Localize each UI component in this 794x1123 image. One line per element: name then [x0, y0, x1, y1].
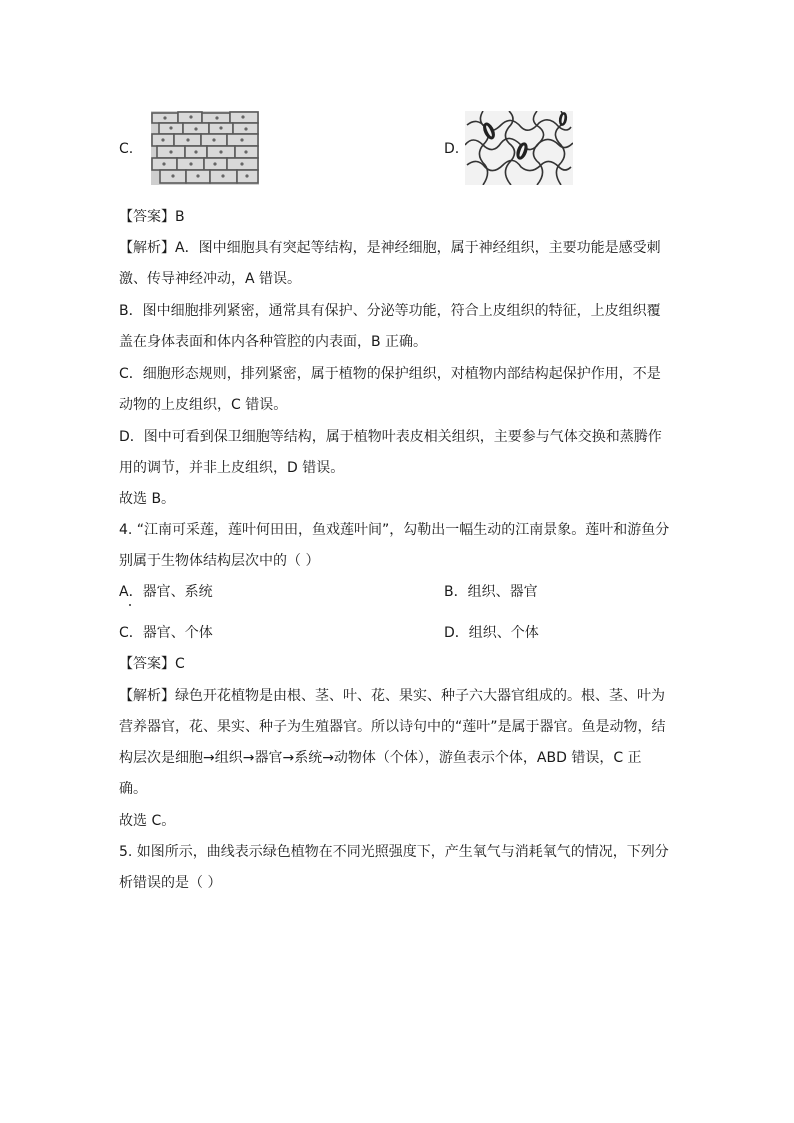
q3-analysis-line: 盖在身体表面和体内各种管腔的内表面，B 正确。 [119, 334, 428, 350]
q3-analysis-line: 用的调节，并非上皮组织，D 错误。 [119, 460, 345, 476]
q3-analysis-line: C．细胞形态规则，排列紧密，属于植物的保护组织，对植物内部结构起保护作用，不是 [119, 366, 661, 382]
q3-answer: 【答案】B [119, 209, 185, 225]
leaf-epidermis-stomata-image [465, 111, 573, 185]
q5-stem-line: 析错误的是（ ） [119, 875, 222, 891]
q3-conclusion: 故选 B。 [119, 491, 176, 507]
q4-analysis-line: 确。 [119, 781, 147, 797]
option-d-label: D. [444, 141, 460, 157]
q4-analysis-line: 营养器官，花、果实、种子为生殖器官。所以诗句中的“莲叶”是属于器官。鱼是动物，结 [119, 719, 666, 735]
q3-analysis-line: 动物的上皮组织，C 错误。 [119, 397, 288, 413]
q4-stem-line: 别属于生物体结构层次中的（ ） [119, 553, 320, 569]
q3-analysis-line: D．图中可看到保卫细胞等结构，属于植物叶表皮相关组织，主要参与气体交换和蒸腾作 [119, 429, 662, 445]
q4-answer: 【答案】C [119, 656, 185, 672]
q4-option-d: D．组织、个体 [444, 625, 539, 641]
option-c-label: C. [119, 141, 134, 157]
epidermis-cells-image [151, 111, 259, 185]
q4-option-b: B．组织、器官 [444, 584, 538, 600]
q3-analysis-line: 激、传导神经冲动，A 错误。 [119, 271, 302, 287]
q3-analysis-line: 【解析】A．图中细胞具有突起等结构，是神经细胞，属于神经组织，主要功能是感受刺 [119, 240, 661, 256]
mark-dot [129, 604, 131, 606]
q4-option-a: A．器官、系统 [119, 584, 213, 600]
q3-analysis-line: B．图中细胞排列紧密，通常具有保护、分泌等功能，符合上皮组织的特征，上皮组织覆 [119, 303, 661, 319]
q4-conclusion: 故选 C。 [119, 813, 176, 829]
q4-analysis-line: 【解析】绿色开花植物是由根、茎、叶、花、果实、种子六大器官组成的。根、茎、叶为 [119, 688, 665, 704]
q5-stem-line: 5. 如图所示，曲线表示绿色植物在不同光照强度下，产生氧气与消耗氧气的情况，下列分 [119, 844, 669, 860]
q4-analysis-line: 构层次是细胞→组织→器官→系统→动物体（个体），游鱼表示个体，ABD 错误，C 正 [119, 750, 642, 766]
q4-stem-line: 4. “江南可采莲，莲叶何田田，鱼戏莲叶间”，勾勒出一幅生动的江南景象。莲叶和游鱼分 [119, 522, 670, 538]
q4-option-c: C．器官、个体 [119, 625, 213, 641]
